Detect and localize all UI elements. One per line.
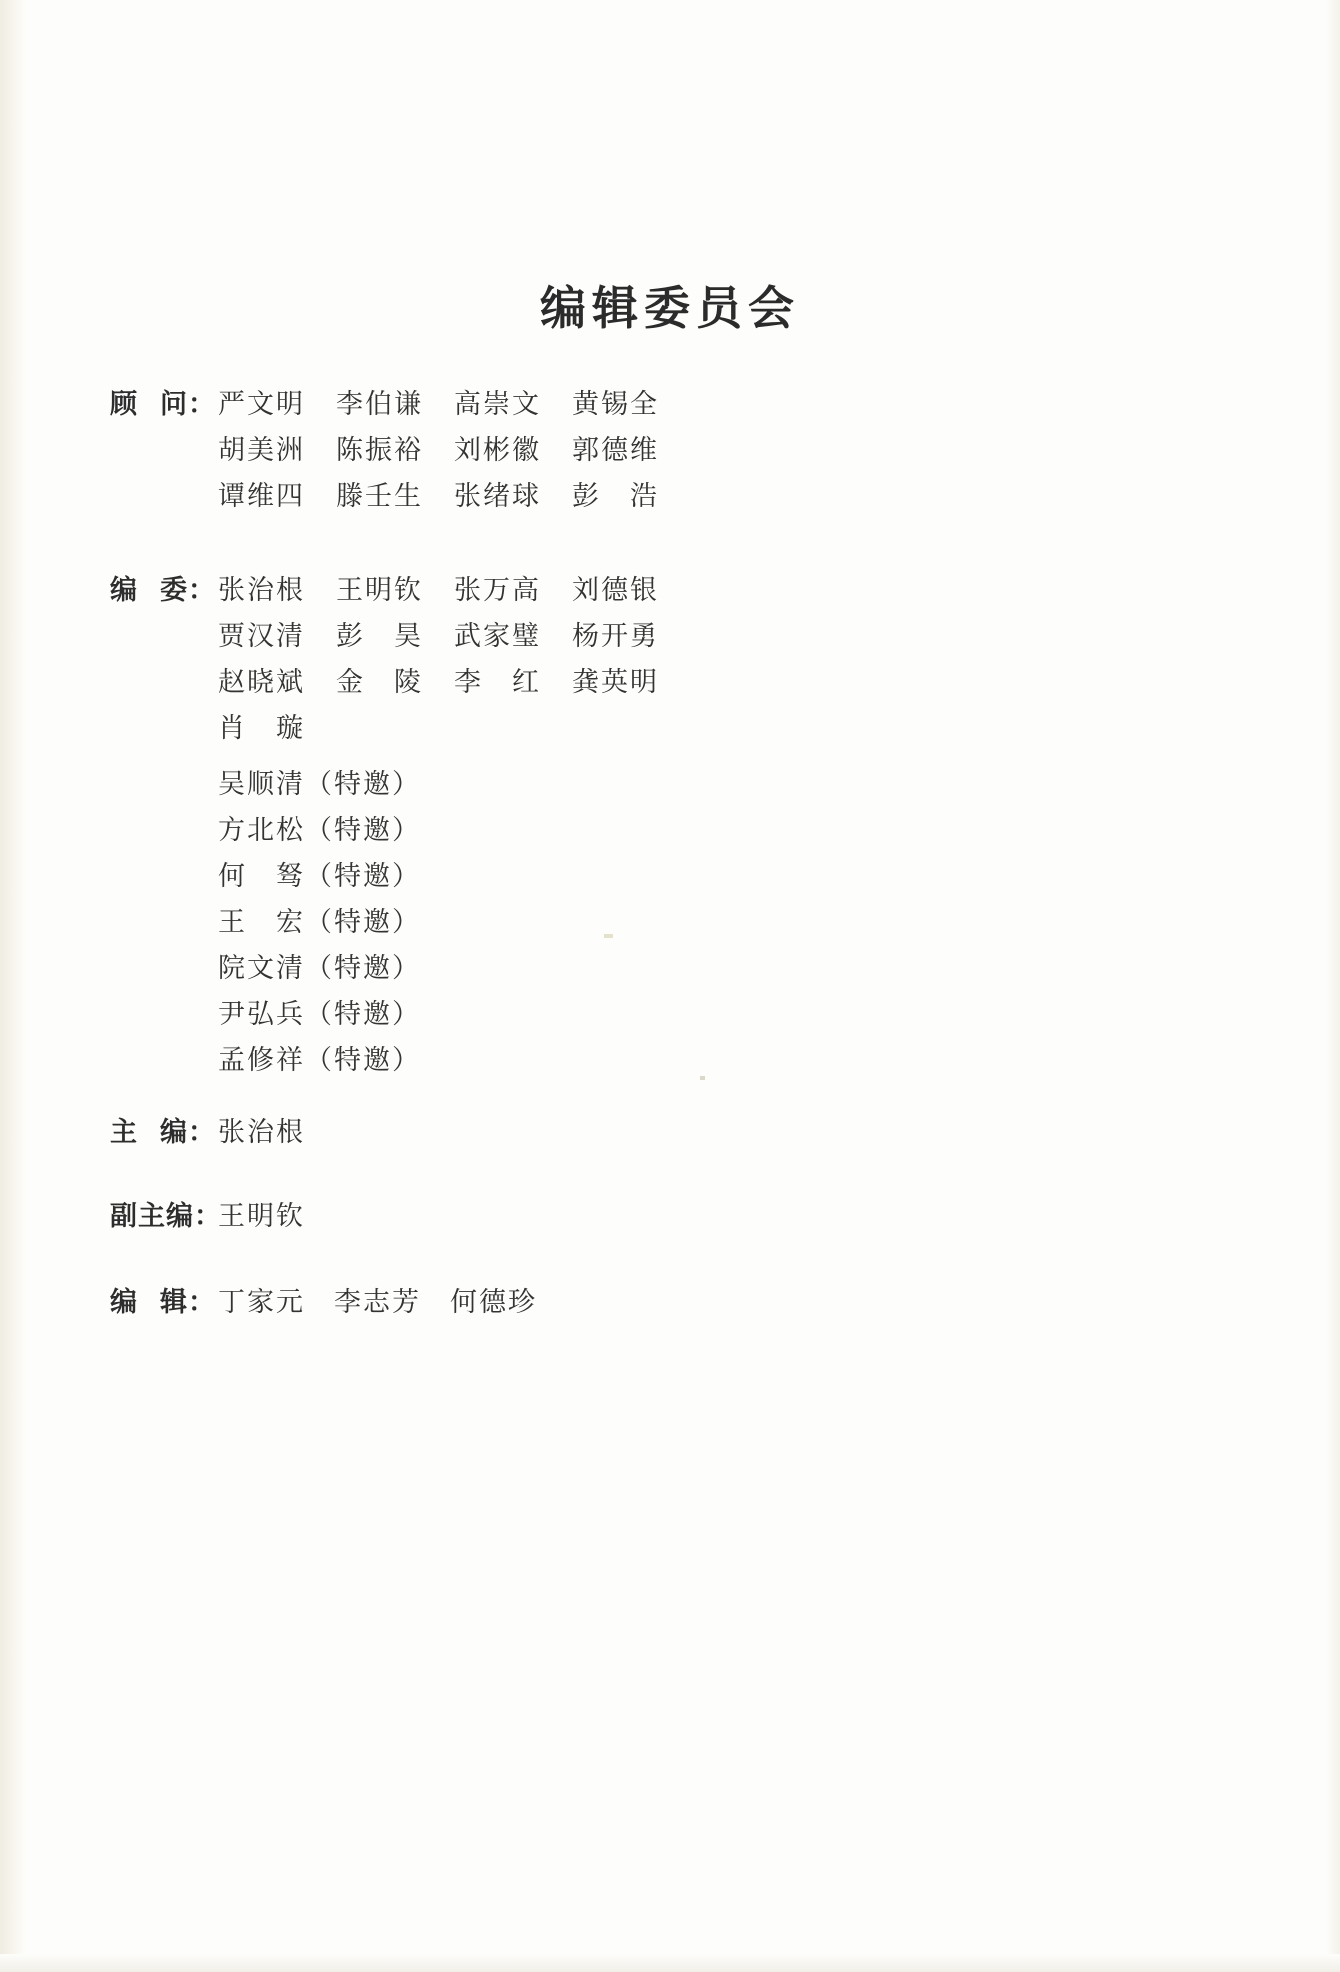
advisors-label bbox=[110, 384, 218, 426]
special-guest-line bbox=[218, 810, 1210, 852]
chief-editor-label-part2: 编： bbox=[160, 1117, 216, 1148]
editorial-board-names bbox=[218, 570, 1210, 1086]
special-guest-line bbox=[218, 856, 1210, 898]
board-member-name: 赵晓斌 bbox=[218, 667, 305, 698]
editorial-board-label bbox=[110, 570, 218, 612]
editorial-board-label-part2: 委： bbox=[160, 575, 216, 606]
editors-names: 丁家元 李志芳 何德珍 bbox=[218, 1287, 537, 1318]
special-guest-name: 孟修祥（特邀） bbox=[218, 1045, 421, 1076]
advisors-label-part2: 问： bbox=[160, 389, 216, 420]
special-guest-name: 吴顺清（特邀） bbox=[218, 769, 421, 800]
special-guest-line bbox=[218, 994, 1210, 1036]
advisor-name: 李伯谦 bbox=[336, 389, 423, 420]
advisor-name: 胡美洲 bbox=[218, 435, 305, 466]
deputy-chief-editor-row bbox=[110, 1196, 1210, 1238]
editors-row bbox=[110, 1282, 1210, 1324]
editorial-board-label-part1: 编 bbox=[110, 575, 138, 606]
special-guest-line bbox=[218, 948, 1210, 990]
advisor-name: 刘彬徽 bbox=[454, 435, 541, 466]
board-member-name: 张治根 bbox=[218, 575, 305, 606]
advisors-name-line bbox=[218, 476, 1210, 518]
deputy-chief-editor-name: 王明钦 bbox=[218, 1201, 305, 1232]
board-member-name: 武家璧 bbox=[454, 621, 541, 652]
editorial-board-name-line bbox=[218, 662, 1210, 704]
section-editors bbox=[110, 1282, 1210, 1334]
board-member-name: 肖 璇 bbox=[218, 713, 305, 744]
deputy-chief-editor-label: 副主编： bbox=[110, 1201, 222, 1232]
editorial-board-name-line bbox=[218, 616, 1210, 658]
chief-editor-label bbox=[110, 1112, 218, 1154]
advisor-name: 陈振裕 bbox=[336, 435, 423, 466]
advisor-name: 郭德维 bbox=[572, 435, 659, 466]
page-title: 编辑委员会 bbox=[540, 281, 800, 335]
board-member-name: 龚英明 bbox=[572, 667, 659, 698]
advisors-label-part1: 顾 bbox=[110, 389, 138, 420]
special-guest-name: 尹弘兵（特邀） bbox=[218, 999, 421, 1030]
advisors-name-line bbox=[218, 384, 1210, 426]
section-deputy-chief-editor bbox=[110, 1196, 1210, 1248]
chief-editor-row bbox=[110, 1112, 1210, 1154]
scan-speck bbox=[604, 934, 613, 938]
board-member-name: 贾汉清 bbox=[218, 621, 305, 652]
board-member-name: 王明钦 bbox=[336, 575, 423, 606]
chief-editor-label-part1: 主 bbox=[110, 1117, 138, 1148]
board-member-name: 彭 昊 bbox=[336, 621, 423, 652]
advisors-names bbox=[218, 384, 1210, 522]
advisor-name: 彭 浩 bbox=[572, 481, 659, 512]
special-guest-line bbox=[218, 1040, 1210, 1082]
chief-editor-name: 张治根 bbox=[218, 1117, 305, 1148]
section-advisors bbox=[110, 384, 1210, 532]
advisor-name: 滕壬生 bbox=[336, 481, 423, 512]
editors-label bbox=[110, 1282, 218, 1324]
advisor-name: 谭维四 bbox=[218, 481, 305, 512]
editorial-board-row bbox=[110, 570, 1210, 1086]
scan-speck bbox=[700, 1076, 705, 1080]
advisors-name-line bbox=[218, 430, 1210, 472]
board-member-name: 杨开勇 bbox=[572, 621, 659, 652]
special-guest-line bbox=[218, 764, 1210, 806]
editorial-board-name-line bbox=[218, 708, 1210, 750]
board-member-name: 张万高 bbox=[454, 575, 541, 606]
special-guest-line bbox=[218, 902, 1210, 944]
advisor-name: 高崇文 bbox=[454, 389, 541, 420]
special-guest-name: 院文清（特邀） bbox=[218, 953, 421, 984]
section-editorial-board bbox=[110, 570, 1210, 1096]
special-guest-name: 何 驽（特邀） bbox=[218, 861, 421, 892]
special-guest-name: 方北松（特邀） bbox=[218, 815, 421, 846]
board-member-name: 金 陵 bbox=[336, 667, 423, 698]
board-member-name: 李 红 bbox=[454, 667, 541, 698]
editors-label-part1: 编 bbox=[110, 1287, 138, 1318]
advisor-name: 严文明 bbox=[218, 389, 305, 420]
editors-label-part2: 辑： bbox=[160, 1287, 216, 1318]
special-guest-name: 王 宏（特邀） bbox=[218, 907, 421, 938]
advisor-name: 张绪球 bbox=[454, 481, 541, 512]
advisors-row bbox=[110, 384, 1210, 522]
section-chief-editor bbox=[110, 1112, 1210, 1164]
board-member-name: 刘德银 bbox=[572, 575, 659, 606]
advisor-name: 黄锡全 bbox=[572, 389, 659, 420]
editorial-board-name-line bbox=[218, 570, 1210, 612]
